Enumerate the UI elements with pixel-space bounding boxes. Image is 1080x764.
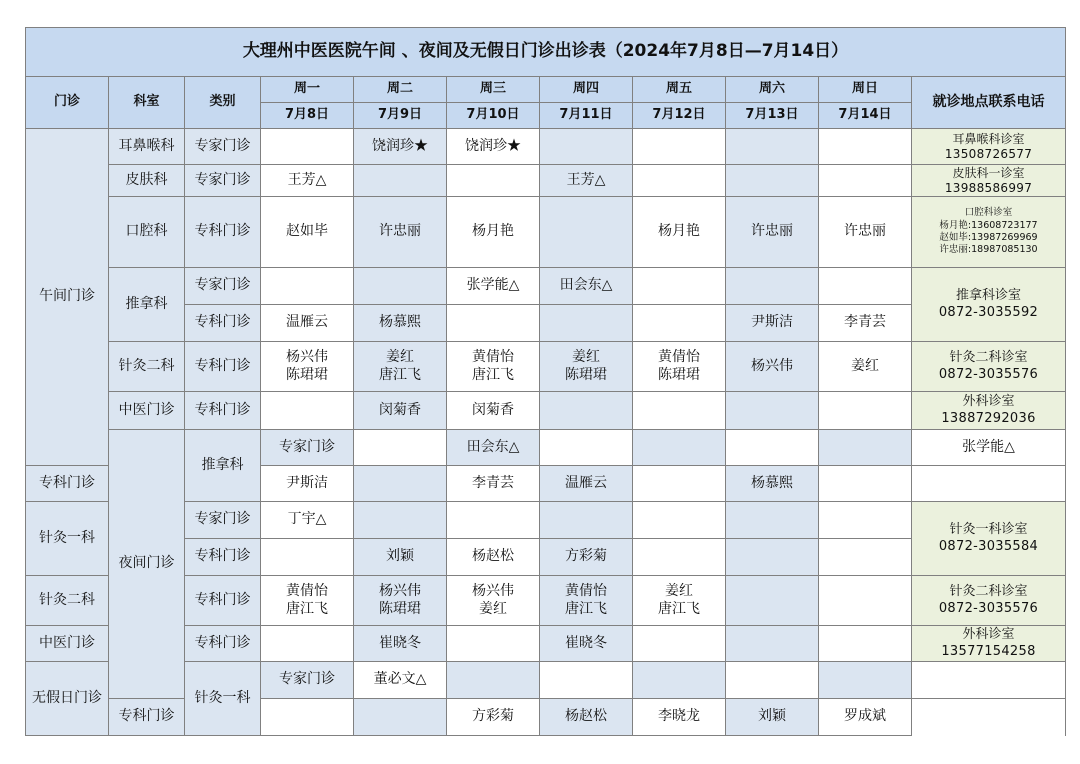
schedule-cell — [354, 576, 447, 626]
schedule-cell — [633, 626, 726, 662]
schedule-cell: 赵如毕 — [261, 197, 354, 268]
schedule-cell — [633, 539, 726, 576]
contact-room: 口腔科诊室 — [964, 207, 1013, 219]
schedule-cell — [912, 662, 1066, 699]
type-label: 专科门诊 — [185, 197, 261, 268]
schedule-cell: 田会东△ — [540, 268, 633, 305]
section-label-noon: 午间门诊 — [26, 129, 109, 466]
section-label-holiday: 无假日门诊 — [26, 662, 109, 736]
table-row — [26, 392, 1066, 430]
contact-phone: 0872-3035584 — [938, 538, 1039, 554]
type-label: 专家门诊 — [185, 502, 261, 539]
schedule-cell — [354, 268, 447, 305]
header-date: 7月8日 — [261, 103, 354, 129]
schedule-cell: 董必文△ — [354, 662, 447, 699]
schedule-cell — [447, 165, 540, 197]
schedule-cell — [819, 626, 912, 662]
schedule-cell: 刘颖 — [726, 699, 819, 736]
dept-label-tcm: 中医门诊 — [26, 626, 109, 662]
schedule-table — [25, 27, 1066, 736]
schedule-cell — [261, 626, 354, 662]
type-label: 专家门诊 — [185, 129, 261, 165]
contact-phone: 13887292036 — [941, 410, 1036, 426]
contact-cell-night_tcm — [912, 626, 1066, 662]
schedule-cell — [633, 392, 726, 430]
schedule-cell — [447, 576, 540, 626]
schedule-cell — [819, 430, 912, 466]
contact-phone: 0872-3035592 — [938, 304, 1039, 320]
contact-phone: 13508726577 — [944, 146, 1033, 161]
schedule-cell: 方彩菊 — [447, 699, 540, 736]
schedule-cell: 王芳△ — [540, 165, 633, 197]
contact-phone-line: 许忠丽:18987085130 — [939, 244, 1038, 256]
contact-room: 针灸二科诊室 — [949, 350, 1028, 366]
schedule-cell: 杨月艳 — [447, 197, 540, 268]
contact-cell-night_acu1 — [912, 502, 1066, 576]
contact-room: 皮肤科一诊室 — [952, 165, 1025, 180]
schedule-cell — [447, 502, 540, 539]
table-row — [26, 430, 1066, 466]
type-label: 专家门诊 — [185, 268, 261, 305]
schedule-cell — [540, 392, 633, 430]
doctor-name: 陈珺珺 — [565, 366, 607, 383]
schedule-cell: 张学能△ — [912, 430, 1066, 466]
schedule-cell — [819, 129, 912, 165]
doctor-name: 唐江飞 — [565, 600, 607, 617]
type-label: 专家门诊 — [185, 165, 261, 197]
doctor-name: 杨兴伟 — [472, 583, 514, 599]
schedule-cell — [540, 305, 633, 342]
type-label: 专科门诊 — [185, 576, 261, 626]
dept-label-acu1: 针灸一科 — [185, 662, 261, 736]
schedule-cell: 杨慕熙 — [726, 466, 819, 502]
contact-room: 针灸一科诊室 — [949, 522, 1028, 538]
contact-room: 针灸二科诊室 — [949, 584, 1028, 600]
schedule-cell — [540, 662, 633, 699]
doctor-name: 唐江飞 — [658, 600, 700, 617]
dept-label-acu1: 针灸一科 — [26, 502, 109, 576]
schedule-cell — [726, 539, 819, 576]
type-label: 专科门诊 — [185, 392, 261, 430]
schedule-cell — [540, 197, 633, 268]
table-row — [26, 197, 1066, 268]
doctor-name: 唐江飞 — [472, 366, 514, 383]
schedule-cell — [726, 165, 819, 197]
schedule-cell: 杨月艳 — [633, 197, 726, 268]
schedule-cell: 丁宇△ — [261, 502, 354, 539]
table-row — [26, 699, 1066, 736]
contact-room: 推拿科诊室 — [955, 288, 1021, 304]
type-label: 专家门诊 — [261, 662, 354, 699]
schedule-cell — [633, 430, 726, 466]
schedule-cell: 李青芸 — [447, 466, 540, 502]
contact-phone: 13577154258 — [941, 643, 1036, 659]
schedule-cell: 尹斯洁 — [261, 466, 354, 502]
doctor-name: 黄倩怡 — [286, 583, 328, 599]
schedule-cell — [447, 662, 540, 699]
doctor-name: 唐江飞 — [286, 600, 328, 617]
type-label: 专科门诊 — [109, 699, 185, 736]
schedule-cell — [633, 165, 726, 197]
schedule-cell — [633, 502, 726, 539]
header-date: 7月9日 — [354, 103, 447, 129]
table-row — [26, 268, 1066, 305]
schedule-page — [25, 27, 1065, 737]
schedule-cell — [819, 502, 912, 539]
table-row — [26, 342, 1066, 392]
schedule-cell — [633, 129, 726, 165]
schedule-cell: 王芳△ — [261, 165, 354, 197]
contact-phone: 13988586997 — [944, 180, 1033, 195]
contact-cell-noon_acu2 — [912, 342, 1066, 392]
schedule-cell: 刘颖 — [354, 539, 447, 576]
schedule-cell — [540, 430, 633, 466]
dept-label-ent: 耳鼻喉科 — [109, 129, 185, 165]
schedule-cell: 闵菊香 — [447, 392, 540, 430]
schedule-cell: 杨赵松 — [540, 699, 633, 736]
schedule-cell — [726, 662, 819, 699]
schedule-cell — [354, 165, 447, 197]
header-weekday: 周日 — [819, 77, 912, 103]
header-type: 类别 — [185, 77, 261, 129]
schedule-cell: 罗成斌 — [819, 699, 912, 736]
schedule-cell: 李晓龙 — [633, 699, 726, 736]
type-label: 专科门诊 — [26, 466, 109, 502]
schedule-cell — [633, 305, 726, 342]
contact-cell-night_acu2 — [912, 576, 1066, 626]
contact-phone-line: 赵如毕:13987269969 — [939, 232, 1038, 243]
schedule-cell — [819, 268, 912, 305]
doctor-name: 杨兴伟 — [379, 583, 421, 599]
schedule-cell — [633, 466, 726, 502]
schedule-cell — [633, 268, 726, 305]
schedule-cell — [726, 576, 819, 626]
schedule-cell: 方彩菊 — [540, 539, 633, 576]
dept-label-tuina: 推拿科 — [185, 430, 261, 502]
schedule-cell — [726, 430, 819, 466]
schedule-cell — [261, 392, 354, 430]
schedule-cell — [633, 662, 726, 699]
header-weekday: 周一 — [261, 77, 354, 103]
contact-room: 耳鼻喉科诊室 — [952, 131, 1025, 146]
doctor-name: 姜红 — [572, 349, 600, 365]
schedule-cell — [726, 129, 819, 165]
schedule-cell — [261, 129, 354, 165]
header-date: 7月12日 — [633, 103, 726, 129]
schedule-cell — [540, 502, 633, 539]
schedule-cell: 杨赵松 — [447, 539, 540, 576]
schedule-cell — [633, 576, 726, 626]
schedule-cell — [540, 576, 633, 626]
schedule-cell — [261, 342, 354, 392]
type-label: 专家门诊 — [261, 430, 354, 466]
header-clinic: 门诊 — [26, 77, 109, 129]
contact-cell-noon_derm — [912, 165, 1066, 197]
header-date: 7月10日 — [447, 103, 540, 129]
dept-label-tcm: 中医门诊 — [109, 392, 185, 430]
dept-label-oral: 口腔科 — [109, 197, 185, 268]
contact-room: 外科诊室 — [962, 627, 1015, 643]
schedule-cell — [726, 392, 819, 430]
schedule-cell — [354, 466, 447, 502]
contact-cell-noon_tuina — [912, 268, 1066, 342]
header-dept: 科室 — [109, 77, 185, 129]
doctor-name: 杨兴伟 — [751, 357, 793, 374]
doctor-name: 姜红 — [851, 357, 879, 374]
schedule-cell: 饶润珍★ — [447, 129, 540, 165]
page-title: 大理州中医医院午间 、夜间及无假日门诊出诊表（2024年7月8日—7月14日） — [26, 28, 1066, 77]
header-date: 7月14日 — [819, 103, 912, 129]
doctor-name: 唐江飞 — [379, 366, 421, 383]
contact-cell-noon_ent — [912, 129, 1066, 165]
schedule-cell — [726, 626, 819, 662]
schedule-cell — [354, 430, 447, 466]
schedule-cell: 闵菊香 — [354, 392, 447, 430]
dept-label-acu2: 针灸二科 — [26, 576, 109, 626]
dept-label-tuina: 推拿科 — [109, 268, 185, 342]
header-date: 7月11日 — [540, 103, 633, 129]
doctor-name: 黄倩怡 — [565, 583, 607, 599]
table-row — [26, 129, 1066, 165]
doctor-name: 姜红 — [479, 600, 507, 617]
section-label-night: 夜间门诊 — [109, 430, 185, 699]
table-row — [26, 165, 1066, 197]
schedule-cell — [819, 576, 912, 626]
contact-phone: 0872-3035576 — [938, 600, 1039, 616]
schedule-cell — [447, 342, 540, 392]
header-weekday: 周四 — [540, 77, 633, 103]
contact-cell-noon_tcm — [912, 392, 1066, 430]
schedule-cell: 崔晓冬 — [354, 626, 447, 662]
schedule-cell — [819, 165, 912, 197]
schedule-cell — [633, 342, 726, 392]
dept-label-derm: 皮肤科 — [109, 165, 185, 197]
header-contact: 就诊地点联系电话 — [912, 77, 1066, 129]
dept-label-acu2: 针灸二科 — [109, 342, 185, 392]
header-weekday: 周二 — [354, 77, 447, 103]
schedule-cell: 许忠丽 — [354, 197, 447, 268]
schedule-cell: 田会东△ — [447, 430, 540, 466]
schedule-cell — [819, 662, 912, 699]
schedule-cell: 张学能△ — [447, 268, 540, 305]
type-label: 专科门诊 — [185, 626, 261, 662]
contact-phone-line: 杨月艳:13608723177 — [939, 219, 1038, 231]
schedule-cell — [447, 626, 540, 662]
schedule-cell: 杨慕熙 — [354, 305, 447, 342]
schedule-cell — [447, 305, 540, 342]
schedule-cell — [261, 576, 354, 626]
contact-room: 外科诊室 — [962, 394, 1015, 410]
schedule-cell — [261, 699, 354, 736]
header-date: 7月13日 — [726, 103, 819, 129]
schedule-cell — [261, 268, 354, 305]
doctor-name: 黄倩怡 — [472, 349, 514, 365]
schedule-cell — [726, 268, 819, 305]
schedule-cell — [819, 466, 912, 502]
header-weekday: 周五 — [633, 77, 726, 103]
doctor-name: 杨兴伟 — [286, 349, 328, 365]
header-weekday: 周六 — [726, 77, 819, 103]
doctor-name: 陈珺珺 — [379, 600, 421, 617]
schedule-cell: 李青芸 — [819, 305, 912, 342]
header-weekday: 周三 — [447, 77, 540, 103]
doctor-name: 姜红 — [665, 583, 693, 599]
contact-cell-noon_oral — [912, 197, 1066, 268]
schedule-cell — [540, 342, 633, 392]
schedule-cell — [354, 342, 447, 392]
schedule-cell — [726, 342, 819, 392]
schedule-cell: 许忠丽 — [819, 197, 912, 268]
contact-phone: 0872-3035576 — [938, 366, 1039, 382]
schedule-cell — [540, 129, 633, 165]
schedule-cell — [354, 699, 447, 736]
type-label: 专科门诊 — [185, 305, 261, 342]
schedule-cell: 尹斯洁 — [726, 305, 819, 342]
schedule-cell — [726, 502, 819, 539]
schedule-cell: 许忠丽 — [726, 197, 819, 268]
schedule-cell — [354, 502, 447, 539]
schedule-cell — [261, 539, 354, 576]
type-label: 专科门诊 — [185, 539, 261, 576]
doctor-name: 姜红 — [386, 349, 414, 365]
schedule-cell — [819, 342, 912, 392]
doctor-name: 陈珺珺 — [286, 366, 328, 383]
schedule-cell: 饶润珍★ — [354, 129, 447, 165]
type-label: 专科门诊 — [185, 342, 261, 392]
doctor-name: 陈珺珺 — [658, 366, 700, 383]
schedule-cell: 崔晓冬 — [540, 626, 633, 662]
schedule-cell: 温雁云 — [261, 305, 354, 342]
schedule-cell — [819, 392, 912, 430]
schedule-cell — [819, 539, 912, 576]
schedule-cell: 温雁云 — [540, 466, 633, 502]
doctor-name: 黄倩怡 — [658, 349, 700, 365]
